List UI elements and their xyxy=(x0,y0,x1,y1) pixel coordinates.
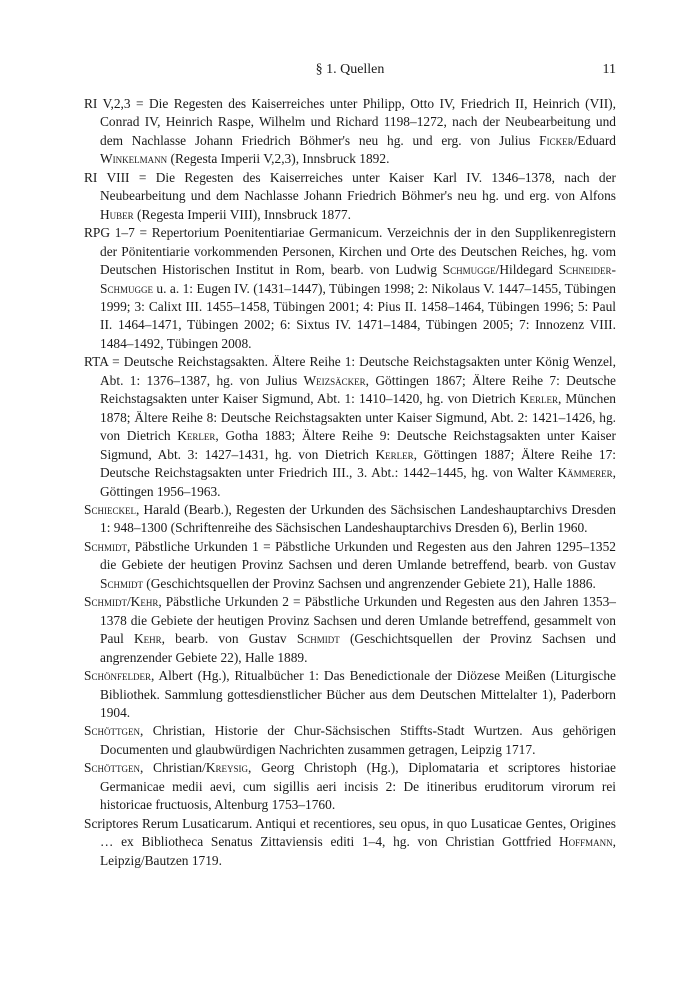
bibliography-entry xyxy=(84,759,616,814)
bibliography-entry xyxy=(84,353,616,501)
author-name: Schieckel xyxy=(84,501,136,517)
entry-text: , Päbstliche Urkunden 1 = Päbstliche Urkunden und Regesten aus den Jahren 1295–1352 die Gebiete der heutigen Provinz Sachsen und deren Umlande betreffend, bearb. von Gustav xyxy=(100,538,616,573)
bibliography-entry xyxy=(84,169,616,224)
author-name: Ficker xyxy=(539,132,574,148)
header-title: § 1. Quellen xyxy=(315,62,385,77)
page-number: 11 xyxy=(602,62,616,77)
entry-text: (Geschichtsquellen der Provinz Sachsen und angrenzender Gebiete 22), Halle 1889. xyxy=(100,631,616,665)
bibliography-entry xyxy=(84,593,616,667)
author-name: Kerler xyxy=(519,391,558,407)
entry-text: , Göttingen 1956–1963. xyxy=(100,465,616,499)
entry-text: , Leipzig/Bautzen 1719. xyxy=(100,834,616,868)
entry-text: /Hildegard xyxy=(495,262,559,278)
entry-text: RI VIII = Die Regesten des Kaiserreiches unter Kaiser Karl IV. 1346–1378, nach der Neubearbeitung und dem Nachlasse Johann Friedrich Böhmer's neu hg. und erg. von Alfons xyxy=(84,169,616,204)
author-name: Kämmerer xyxy=(557,465,613,481)
bibliography-entry xyxy=(84,722,616,759)
entry-text: RTA = Deutsche Reichstagsakten. Ältere Reihe 1: Deutsche Reichstagsakten unter König Wenzel, Abt. 1: 1376–1387, hg. von Julius xyxy=(84,354,616,388)
entry-text: (Regesta Imperii VIII), Innsbruck 1877. xyxy=(133,206,351,222)
entry-text: Scriptores Rerum Lusaticarum. Antiqui et recentiores, seu opus, in quo Lusaticae Gentes, Origines … ex Bibliotheca Senatus Zittaviensis editi 1–4, hg. von Christian Gottfried xyxy=(84,815,616,850)
entry-text: RPG 1–7 = Repertorium Poenitentiariae Germanicum. Verzeichnis der in den Supplikenregistern der Pönitentiarie vorkommenden Personen, Kirchen und Orte des Deutschen Reiches, hg. vom Deutschen Historischen Institut in Rom, bearb. von Ludwig xyxy=(84,225,616,278)
author-name: Weizsäcker xyxy=(303,372,366,388)
author-name: Schönfelder xyxy=(84,668,151,684)
author-name: Schneider-Schmugge xyxy=(100,262,616,296)
author-name: Schmidt xyxy=(100,575,143,591)
entry-text: , Göttingen 1887; Ältere Reihe 17: Deutsche Reichstagsakten unter Friedrich III., 3. Abt.: 1442–1445, hg. von Walter xyxy=(100,446,616,481)
author-name: Kehr xyxy=(133,631,162,647)
bibliography-list xyxy=(84,95,616,870)
author-name: Hoffmann xyxy=(558,834,613,850)
entry-text: (Regesta Imperii V,2,3), Innsbruck 1892. xyxy=(167,151,390,167)
author-name: Schmidt xyxy=(84,538,127,554)
entry-text: u. a. 1: Eugen IV. (1431–1447), Tübingen 1998; 2: Nikolaus V. 1447–1455, Tübingen 1999; 3: Calixt III. 1455–1458, Tübingen 2001; 4: Pius II. 1458–1464, Tübingen 1996; 5: Paul II. 1464–1471, Tübingen 2002; 6: Sixtus IV. 1471–1484, Tübingen 2005; 7: Innozenz VIII. 1484–1492, Tübingen 2008. xyxy=(100,280,616,351)
entry-text: , Gotha 1883; Ältere Reihe 9: Deutsche Reichstagsakten unter Kaiser Sigmund, Abt. 3: 1427–1431, hg. von Dietrich xyxy=(100,428,617,462)
entry-text: , Georg Christoph (Hg.), Diplomataria et scriptores historiae Germanicae medii aevi, cum sigillis aeri incisis 2: De itineribus eruditorum virorum rei historicae fructuosis, Altenburg 1753–1760. xyxy=(100,760,616,813)
running-header xyxy=(84,62,616,82)
author-name: Schmugge xyxy=(442,262,496,278)
author-name: Huber xyxy=(100,206,134,222)
entry-text: , Harald (Bearb.), Regesten der Urkunden des Sächsischen Landeshauptarchivs Dresden 1: 948–1300 (Schriftenreihe des Sächsischen Landeshauptarchivs Dresden 6), Berlin 1960. xyxy=(100,501,616,536)
bibliography-entry xyxy=(84,538,616,593)
entry-text: , München 1878; Ältere Reihe 8: Deutsche Reichstagsakten unter Kaiser Sigmund, Abt. 2: 1421–1426, hg. von Dietrich xyxy=(100,391,616,444)
author-name: Kerler xyxy=(177,428,216,444)
author-name: Kerler xyxy=(375,446,414,462)
author-name: Schmidt xyxy=(296,631,340,647)
entry-text: , Albert (Hg.), Ritualbücher 1: Das Benedictionale der Diözese Meißen (Liturgische Bibliothek. Sammlung gottesdienstlicher Bücher aus dem Deutschen Mittelalter 1), Paderborn 1904. xyxy=(100,668,616,720)
author-name: Schöttgen xyxy=(84,760,140,776)
bibliography-entry xyxy=(84,815,616,870)
author-name: Kreysig xyxy=(205,760,249,776)
bibliography-entry xyxy=(84,501,616,538)
entry-text: (Geschichtsquellen der Provinz Sachsen und angrenzender Gebiete 21), Halle 1886. xyxy=(142,575,596,591)
author-name: Schöttgen xyxy=(84,723,140,739)
entry-text: , bearb. von Gustav xyxy=(161,631,297,647)
author-name: Winkelmann xyxy=(100,151,168,167)
bibliography-entry xyxy=(84,224,616,353)
entry-text: , Päbstliche Urkunden 2 = Päbstliche Urkunden und Regesten aus den Jahren 1353–1378 die Gebiete der heutigen Provinz Sachsen und deren Umlande betreffend, gesammelt von Paul xyxy=(100,594,616,647)
entry-text: , Göttingen 1867; Ältere Reihe 7: Deutsche Reichstagsakten unter Kaiser Sigmund, Abt. 1: 1410–1420, hg. von Dietrich xyxy=(100,372,616,407)
bibliography-entry xyxy=(84,95,616,169)
entry-text: RI V,2,3 = Die Regesten des Kaiserreiches unter Philipp, Otto IV, Friedrich II, Heinrich (VII), Conrad IV, Heinrich Raspe, Wilhelm und Richard 1198–1272, nach der Neubearbeitung und dem Nachlasse Johann Friedrich Böhmer's neu hg. und erg. von Julius xyxy=(84,96,616,148)
bibliography-entry xyxy=(84,667,616,722)
entry-text: , Christian/ xyxy=(139,760,206,776)
author-name: Schmidt/Kehr xyxy=(84,594,159,610)
entry-text: , Christian, Historie der Chur-Sächsischen Stiffts-Stadt Wurtzen. Aus gehörigen Documenten und glaubwürdigen Nachrichten zusammen getragen, Leipzig 1717. xyxy=(100,723,616,757)
entry-text: /Eduard xyxy=(573,132,616,148)
